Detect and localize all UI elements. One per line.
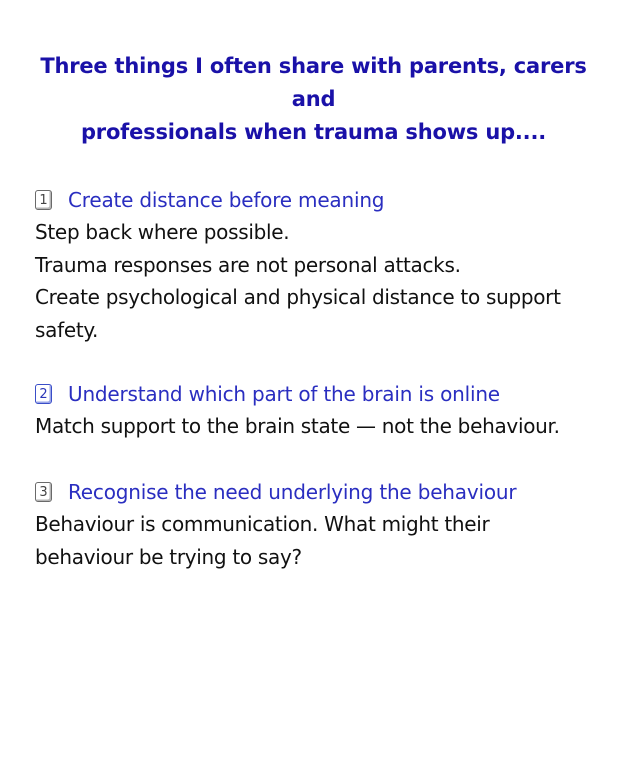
tip-header-2: [35, 378, 595, 410]
tip-item-3: [35, 476, 595, 573]
keycap-number-3-icon: 3: [35, 482, 52, 502]
tip-heading-1: Create distance before meaning: [68, 188, 385, 212]
tip-heading-3: Recognise the need underlying the behaviour: [68, 480, 517, 504]
page-title-line-1: Three things I often share with parents, carers and: [40, 54, 587, 111]
page-title: [20, 50, 607, 149]
tip-2-line-1: Match support to the brain state — not the behaviour.: [35, 414, 560, 438]
tip-1-line-2: Trauma responses are not personal attacks.: [35, 252, 461, 277]
tip-1-line-1: Step back where possible.: [35, 220, 290, 244]
tip-3-line-2: behaviour be trying to say?: [35, 544, 302, 569]
tip-item-2: [35, 378, 595, 443]
tip-item-1: [35, 184, 595, 346]
tip-header-3: [35, 476, 595, 508]
tip-heading-2: Understand which part of the brain is online: [68, 382, 500, 406]
page-title-line-2: professionals when trauma shows up....: [80, 120, 547, 144]
tip-1-line-3: Create psychological and physical distance to support: [35, 285, 561, 309]
tip-3-line-1: Behaviour is communication. What might their: [35, 512, 490, 536]
tip-1-line-4: safety.: [35, 317, 99, 342]
tip-header-1: [35, 184, 595, 216]
keycap-number-1-icon: 1: [35, 190, 52, 210]
keycap-number-2-icon: 2: [35, 384, 52, 404]
